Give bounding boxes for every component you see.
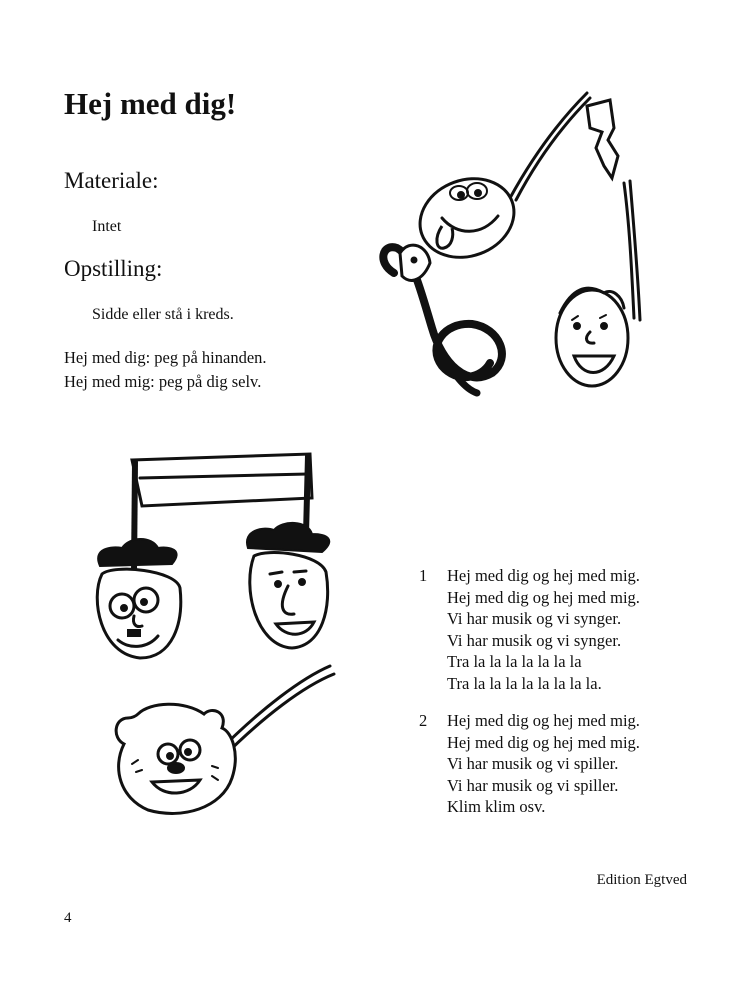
publisher: Edition Egtved — [596, 872, 687, 888]
verse-line: Klim klim osv. — [447, 797, 546, 816]
verse-line: Hej med dig og hej med mig. — [447, 566, 640, 585]
page-title: Hej med dig! — [64, 86, 237, 121]
verse-number: 2 — [419, 711, 428, 730]
top-music-notes-illustration — [372, 88, 662, 418]
bottom-music-notes-illustration — [72, 448, 342, 848]
verse-lines — [447, 565, 640, 694]
verse-line: Vi har musik og vi synger. — [447, 630, 622, 650]
materiale-heading: Materiale: — [64, 168, 159, 193]
materiale-text: Intet — [92, 218, 122, 235]
verse-line: Vi har musik og vi spiller. — [447, 775, 619, 795]
opstilling-text: Sidde eller stå i kreds. — [92, 306, 234, 323]
verse-number: 1 — [419, 566, 428, 585]
verse-line: Hej med dig og hej med mig. — [447, 732, 640, 752]
instructions — [64, 346, 267, 394]
page-number: 4 — [64, 910, 72, 926]
instruction-line: Hej med dig: peg på hinanden. — [64, 348, 267, 367]
opstilling-heading: Opstilling: — [64, 256, 163, 281]
verse-lines — [447, 710, 640, 818]
instruction-line: Hej med mig: peg på dig selv. — [64, 372, 262, 391]
verse-line: Hej med dig og hej med mig. — [447, 711, 640, 730]
verse-line: Vi har musik og vi synger. — [447, 609, 622, 628]
verse-line: Hej med dig og hej med mig. — [447, 587, 640, 607]
verse-line: Vi har musik og vi spiller. — [447, 754, 619, 773]
verse-line: Tra la la la la la la la — [447, 652, 582, 671]
verse-line: Tra la la la la la la la la. — [447, 673, 602, 693]
